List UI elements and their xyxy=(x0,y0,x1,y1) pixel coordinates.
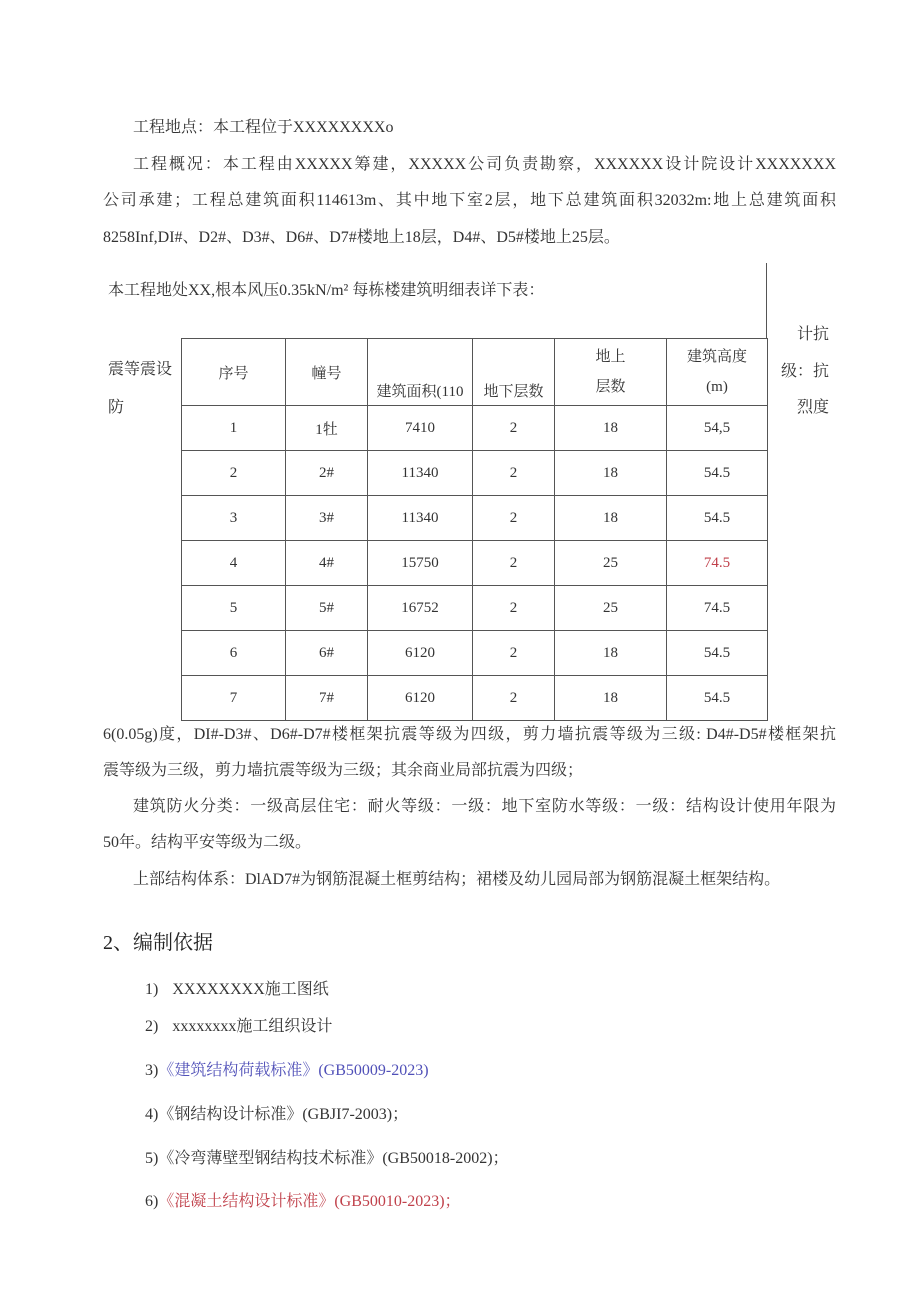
fire-line-2: 50年。结构平安等级为二级。 xyxy=(103,834,312,851)
table-cell: 54.5 xyxy=(667,496,768,541)
seismic-line-2: 震等级为三级，剪力墙抗震等级为三级；其余商业局部抗震为四级； xyxy=(103,762,584,779)
table-cell: 54,5 xyxy=(667,406,768,451)
table-cell: 2 xyxy=(473,496,555,541)
table-cell: 6120 xyxy=(368,676,473,721)
table-cell: 5# xyxy=(286,586,368,631)
side-label-right: 烈度 xyxy=(797,399,830,416)
table-row xyxy=(182,406,768,451)
table-cell: 2# xyxy=(286,451,368,496)
table-cell: 25 xyxy=(555,541,667,586)
side-label-right: 计抗 xyxy=(797,326,830,343)
table-cell: 18 xyxy=(555,406,667,451)
table-row xyxy=(182,541,768,586)
table-cell: 15750 xyxy=(368,541,473,586)
item-number: 2) xyxy=(145,1018,159,1035)
header-cell: 建筑高度 (m) xyxy=(667,339,768,406)
table-cell: 2 xyxy=(473,541,555,586)
item-number: 3) xyxy=(145,1062,159,1079)
table-cell: 2 xyxy=(473,406,555,451)
reference-item xyxy=(145,1149,509,1169)
location-paragraph: 工程地点：本工程位于XXXXXXXXo xyxy=(133,119,394,136)
overview-line-1: 工程概况：本工程由XXXXX筹建，XXXXX公司负责勘察，XXXXXX设计院设计XXXXXXX xyxy=(133,156,836,173)
table-intro: 本工程地处XX,根本风压0.35kN/m² 每栋楼建筑明细表详下表： xyxy=(108,282,545,299)
table-cell: 54.5 xyxy=(667,676,768,721)
table-cell: 6 xyxy=(182,631,286,676)
table-row xyxy=(182,631,768,676)
reference-item xyxy=(145,980,329,1000)
table-cell: 54.5 xyxy=(667,451,768,496)
side-label-left: 防 xyxy=(108,399,125,416)
header-cell: 地下层数 xyxy=(473,339,555,406)
table-cell: 1 xyxy=(182,406,286,451)
table-cell: 2 xyxy=(182,451,286,496)
header-cell: 序号 xyxy=(182,339,286,406)
table-cell: 16752 xyxy=(368,586,473,631)
structure-paragraph: 上部结构体系：DlAD7#为钢筋混凝土框剪结构；裙楼及幼儿园局部为钢筋混凝土框架结构。 xyxy=(133,871,781,888)
overview-line-2: 公司承建；工程总建筑面积114613m、其中地下室2层，地下总建筑面积32032m:地上总建筑面积 xyxy=(103,192,836,209)
building-table xyxy=(181,338,768,721)
reference-item xyxy=(145,1192,461,1212)
table-row xyxy=(182,676,768,721)
side-label-right: 级：抗 xyxy=(781,363,830,380)
table-cell: 5 xyxy=(182,586,286,631)
seismic-line-1: 6(0.05g)度，DI#-D3#、D6#-D7#楼框架抗震等级为四级，剪力墙抗震等级为三级: D4#-D5#楼框架抗 xyxy=(103,726,836,743)
fire-line-1: 建筑防火分类：一级高层住宅：耐火等级：一级：地下室防水等级：一级：结构设计使用年限为 xyxy=(133,798,836,815)
table-cell: 4# xyxy=(286,541,368,586)
table-cell: 54.5 xyxy=(667,631,768,676)
table-cell: 1牡 xyxy=(286,406,368,451)
item-text: XXXXXXXX施工图纸 xyxy=(172,981,329,998)
table-cell: 74.5 xyxy=(667,541,768,586)
item-text: 《钢结构设计标准》(GBJI7-2003)； xyxy=(158,1106,409,1123)
table-row xyxy=(182,586,768,631)
table-cell: 18 xyxy=(555,451,667,496)
section-heading: 2、编制依据 xyxy=(103,932,213,954)
item-text: 《建筑结构荷载标准》(GB50009-2023) xyxy=(158,1062,429,1079)
table-cell: 3 xyxy=(182,496,286,541)
reference-item xyxy=(145,1017,332,1037)
table-cell: 4 xyxy=(182,541,286,586)
table-cell: 2 xyxy=(473,451,555,496)
header-cell: 幢号 xyxy=(286,339,368,406)
reference-item xyxy=(145,1061,429,1081)
table-row xyxy=(182,451,768,496)
item-number: 5) xyxy=(145,1150,159,1167)
table-cell: 2 xyxy=(473,676,555,721)
header-cell: 建筑面积(110 xyxy=(368,339,473,406)
divider-line xyxy=(766,263,767,339)
table-cell: 11340 xyxy=(368,451,473,496)
table-cell: 18 xyxy=(555,496,667,541)
table-header-row xyxy=(182,339,768,406)
overview-line-3: 8258Inf,DI#、D2#、D3#、D6#、D7#楼地上18层，D4#、D5#楼地上25层。 xyxy=(103,229,620,246)
item-number: 1) xyxy=(145,981,159,998)
header-cell: 地上 层数 xyxy=(555,339,667,406)
side-label-left: 震等震设 xyxy=(108,361,173,378)
table-cell: 6120 xyxy=(368,631,473,676)
item-text: 《冷弯薄壁型钢结构技术标准》(GB50018-2002)； xyxy=(158,1150,509,1167)
item-text: 《混凝土结构设计标准》(GB50010-2023)； xyxy=(158,1193,461,1210)
table-cell: 25 xyxy=(555,586,667,631)
table-cell: 18 xyxy=(555,676,667,721)
table-cell: 74.5 xyxy=(667,586,768,631)
table-cell: 6# xyxy=(286,631,368,676)
table-row xyxy=(182,496,768,541)
table-cell: 7410 xyxy=(368,406,473,451)
item-number: 6) xyxy=(145,1193,159,1210)
item-text: xxxxxxxx施工组织设计 xyxy=(172,1018,333,1035)
table-cell: 7 xyxy=(182,676,286,721)
table-cell: 11340 xyxy=(368,496,473,541)
table-cell: 2 xyxy=(473,631,555,676)
table-cell: 3# xyxy=(286,496,368,541)
table-cell: 18 xyxy=(555,631,667,676)
table-cell: 2 xyxy=(473,586,555,631)
item-number: 4) xyxy=(145,1106,159,1123)
reference-item xyxy=(145,1105,408,1125)
table-cell: 7# xyxy=(286,676,368,721)
